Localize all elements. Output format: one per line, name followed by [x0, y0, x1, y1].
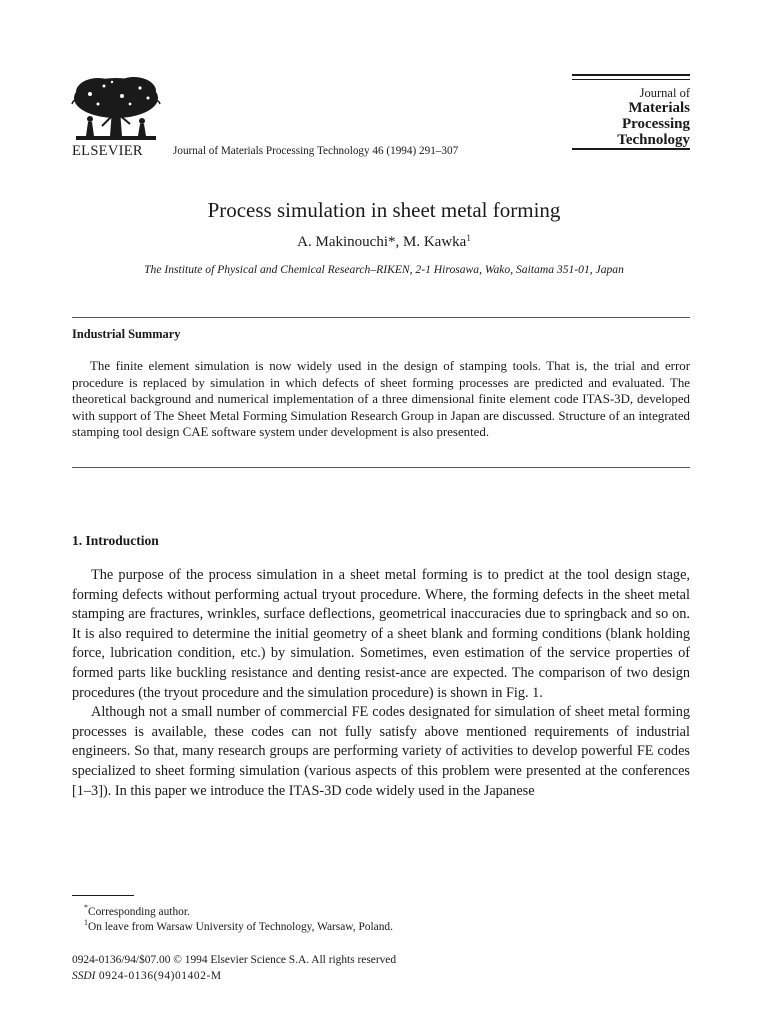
publisher-name: ELSEVIER	[72, 143, 143, 159]
footnote-marker: 1	[84, 918, 88, 927]
footnote-text: Corresponding author.	[88, 905, 190, 918]
journal-of-label: Journal of	[639, 86, 690, 100]
journal-name-line: Processing	[621, 116, 690, 132]
author-affiliation: The Institute of Physical and Chemical Research–RIKEN, 2-1 Hirosawa, Wako, Saitama 351-01, Japan	[144, 263, 624, 276]
ssdi-code: 0924-0136(94)01402-M	[98, 970, 222, 982]
footnote-rule	[72, 895, 134, 896]
article-authors	[0, 234, 768, 251]
journal-box-rule	[572, 148, 690, 150]
section-heading-introduction: 1. Introduction	[72, 533, 159, 548]
ssdi-label: SSDI	[72, 970, 96, 982]
journal-box-rule	[572, 74, 690, 76]
journal-name-line: Materials	[628, 100, 690, 116]
author-names: A. Makinouchi*, M. Kawka	[297, 234, 467, 250]
summary-top-rule	[72, 317, 690, 318]
footnote-corresponding-author	[84, 903, 190, 918]
ssdi-line	[72, 970, 222, 982]
introduction-body	[72, 566, 690, 801]
summary-text: The finite element simulation is now widely used in the design of stamping tools. That is, the trial and error procedure is replaced by simulation in which defects of sheet forming processes are predicted and evaluated. The theoretical background and numerical implementation of a three dimensional finite element code ITAS-3D, developed with support of The Sheet Metal Forming Simulation Research Group in Japan are discussed. Structure of an integrated stamping tool design CAE software system under development is also presented.	[72, 359, 690, 440]
copyright-line: 0924-0136/94/$07.00 © 1994 Elsevier Science S.A. All rights reserved	[72, 954, 397, 966]
author-footnote-marker: 1	[466, 233, 471, 243]
footnote-leave	[84, 918, 393, 933]
elsevier-tree-logo-icon	[68, 74, 164, 144]
journal-citation: Journal of Materials Processing Technology 46 (1994) 291–307	[173, 145, 459, 157]
journal-name-line: Technology	[617, 132, 690, 148]
paragraph: Although not a small number of commercial FE codes designated for simulation of sheet metal forming processes is available, these codes can not fully satisfy above mentioned requirements of industrial engineers. So that, many research groups are performing variety of activities to develop powerful FE codes specialized to sheet forming simulation (various aspects of this problem were presented at the conferences [1–3]). In this paper we introduce the ITAS-3D code widely used in the Japanese	[72, 704, 690, 799]
summary-bottom-rule	[72, 467, 690, 468]
paragraph: The purpose of the process simulation in a sheet metal forming is to predict at the tool design stage, forming defects without performing actual tryout procedure. Where, the forming defects in the sheet metal stamping are fractures, wrinkles, surface deflections, geometrical inaccuracies due to springback and so on. It is also required to determine the initial geometry of a sheet blank and forming conditions (blank holding force, lubrication condition, etc.) by simulation. Sometimes, even estimation of the service properties of formed parts like buckling resistance and denting resist-ance are expected. The comparison of two design procedures (the tryout procedure and the simulation procedure) is shown in Fig. 1.	[72, 567, 690, 701]
footnote-marker: *	[84, 903, 88, 912]
footnote-text: On leave from Warsaw University of Technology, Warsaw, Poland.	[88, 920, 393, 933]
journal-box-rule	[572, 79, 690, 80]
article-title: Process simulation in sheet metal forming	[207, 198, 561, 222]
summary-heading: Industrial Summary	[72, 327, 181, 341]
journal-title-box	[572, 74, 690, 150]
